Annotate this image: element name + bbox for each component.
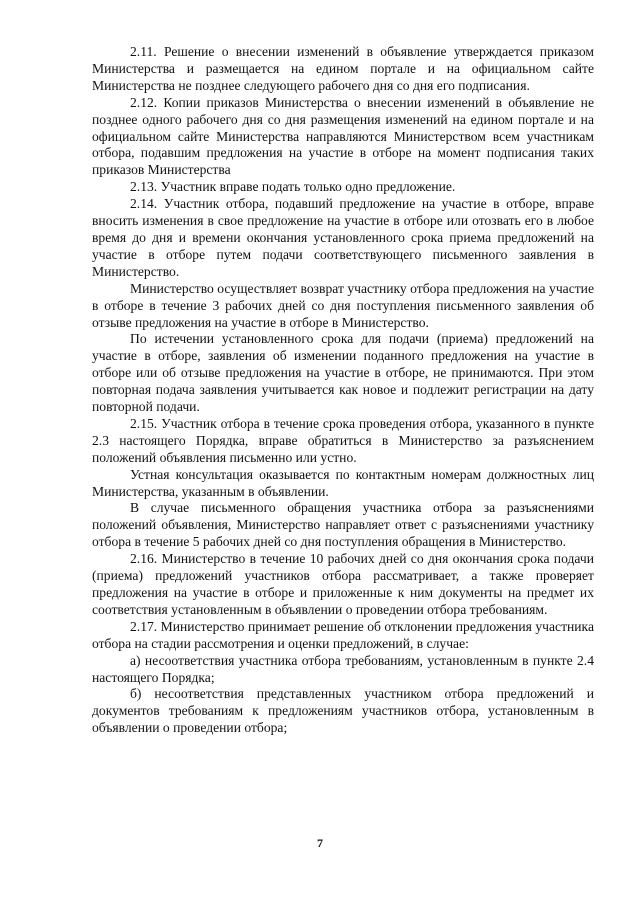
paragraph-written-request: В случае письменного обращения участника отбора за разъяснениями положений объявления, Министерство направляет ответ с разъяснениями участнику отбора в течение 5 рабочих дней со дня поступления обращения в Министерство. — [92, 500, 594, 550]
paragraph-2-17-b: б) несоответствия представленных участником отбора предложений и документов требованиям к предложениям участников отбора, установленным в объявлении о проведении отбора; — [92, 686, 594, 736]
paragraph-2-17: 2.17. Министерство принимает решение об отклонении предложения участника отбора на стадии рассмотрения и оценки предложений, в случае: — [92, 618, 594, 651]
paragraph-2-12: 2.12. Копии приказов Министерства о внесении изменений в объявление не позднее одного рабочего дня со дня размещения изменений на едином портале и на официальном сайте Министерства направляются Министерством всем участникам отбора, подавшим предложения на участие в отборе на момент подписания таких приказов Министерства — [92, 94, 594, 178]
paragraph-deadline: По истечении установленного срока для подачи (приема) предложений на участие в отборе, заявления об изменении поданного предложения на участие в отборе или об отзыве предложения на участие в отборе, не принимаются. При этом повторная подача заявления учитывается как новое и подлежит регистрации на дату повторной подачи. — [92, 331, 594, 415]
page-number: 7 — [317, 836, 323, 850]
paragraph-2-14: 2.14. Участник отбора, подавший предложение на участие в отборе, вправе вносить изменения в свое предложение на участие в отборе или отозвать его в любое время до дня и времени окончания установленного срока приема предложений на участие в отборе путем подачи соответствующего письменного заявления в Министерство. — [92, 196, 594, 279]
paragraph-2-15: 2.15. Участник отбора в течение срока проведения отбора, указанного в пункте 2.3 настоящего Порядка, вправе обратиться в Министерство за разъяснением положений объявления письменно или устно. — [92, 415, 594, 465]
document-body — [92, 44, 594, 737]
paragraph-2-17-a: а) несоответствия участника отбора требованиям, установленным в пункте 2.4 настоящего Порядка; — [92, 652, 594, 685]
paragraph-2-16: 2.16. Министерство в течение 10 рабочих дней со дня окончания срока подачи (приема) предложений участников отбора рассматривает, а также проверяет предложения на участие в отборе и приложенные к ним документы на предмет их соответствия установленным в объявлении о проведении отбора требованиям. — [92, 551, 594, 617]
paragraph-oral-consultation: Устная консультация оказывается по контактным номерам должностных лиц Министерства, указанным в объявлении. — [92, 466, 594, 499]
paragraph-2-13: 2.13. Участник вправе подать только одно предложение. — [130, 179, 456, 195]
paragraph-return: Министерство осуществляет возврат участнику отбора предложения на участие в отборе в течение 3 рабочих дней со дня поступления письменного заявления об отзыве предложения на участие в отборе в Министерство. — [92, 280, 594, 330]
paragraph-2-11: 2.11. Решение о внесении изменений в объявление утверждается приказом Министерства и размещается на едином портале и на официальном сайте Министерства не позднее следующего рабочего дня со дня его подписания. — [92, 44, 594, 93]
